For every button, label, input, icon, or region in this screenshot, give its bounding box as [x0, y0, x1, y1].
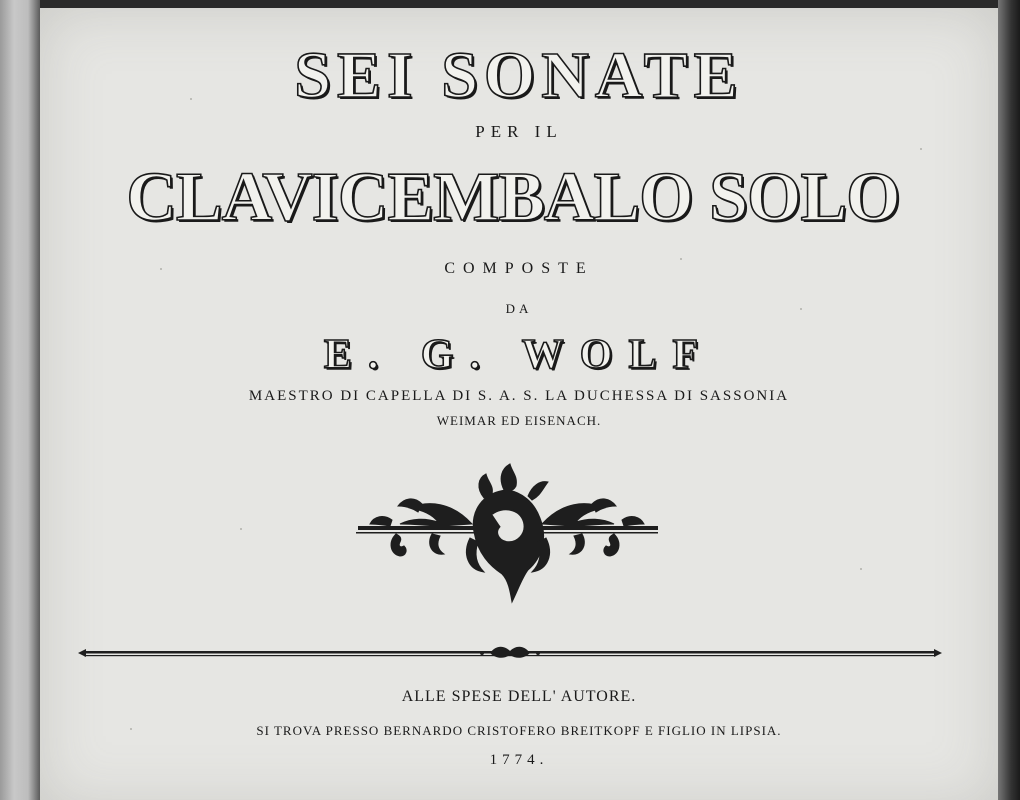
paper-speck — [920, 148, 922, 150]
composer-name: E. G. WOLF — [323, 332, 715, 378]
composer-position: MAESTRO DI CAPELLA DI S. A. S. LA DUCHESSA DI SASSONIA — [248, 388, 790, 404]
double-rule-divider — [78, 645, 942, 663]
book-edge — [998, 0, 1020, 800]
paper-speck — [860, 568, 862, 570]
title-per-il: PER IL — [475, 122, 563, 141]
book-gutter — [0, 0, 40, 800]
title-clavicembalo-solo: CLAVICEMBALO SOLO — [126, 159, 900, 236]
composte-label: COMPOSTE — [444, 260, 594, 277]
da-label: DA — [505, 301, 533, 316]
title-sei-sonate: SEI SONATE — [294, 39, 744, 112]
publisher-expense-line: ALLE SPESE DELL' AUTORE. — [401, 688, 637, 705]
paper-speck — [240, 528, 242, 530]
composer-court: WEIMAR ED EISENACH. — [436, 413, 602, 428]
publication-year: 1774. — [489, 752, 549, 768]
publisher-imprint: SI TROVA PRESSO BERNARDO CRISTOFERO BREITKOPF E FIGLIO IN LIPSIA. — [256, 723, 782, 738]
rococo-cartouche-ornament — [352, 462, 662, 610]
